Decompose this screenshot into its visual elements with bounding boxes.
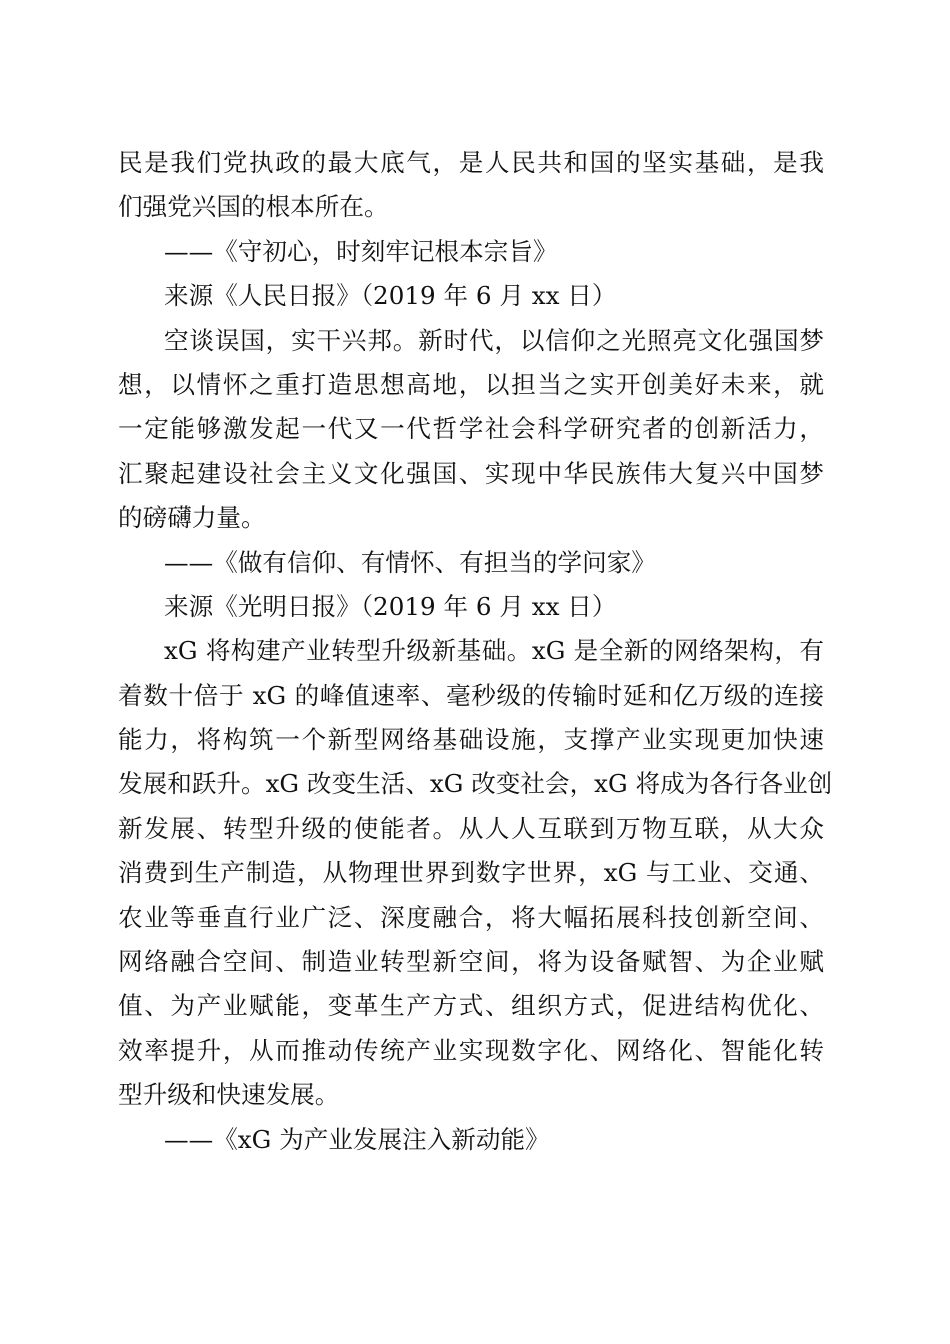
text-line: 能力，将构筑一个新型网络基础设施，支撑产业实现更加快速 [118,725,824,755]
source-line-2: 来源《光明日报》（2019 年 6 月 xx 日） [164,591,617,621]
text-line: 一定能够激发起一代又一代哲学社会科学研究者的创新活力， [118,414,824,444]
text-line: 型升级和快速发展。 [118,1080,340,1110]
text-line: 汇聚起建设社会主义文化强国、实现中华民族伟大复兴中国梦 [118,458,824,488]
document-page [118,141,833,1162]
paragraph-2 [118,319,824,541]
text-line: 发展和跃升。xG 改变生活、xG 改变社会，xG 将成为各行各业创 [118,769,833,799]
paragraph-3 [118,629,833,1117]
text-line: 空谈误国，实干兴邦。新时代，以信仰之光照亮文化强国梦 [164,325,824,355]
text-line: 农业等垂直行业广泛、深度融合，将大幅拓展科技创新空间、 [118,902,824,932]
paragraph-1 [118,141,824,230]
text-line: 网络融合空间、制造业转型新空间，将为设备赋智、为企业赋 [118,947,824,977]
text-line: xG 将构建产业转型升级新基础。xG 是全新的网络架构，有 [164,636,824,666]
text-line: 着数十倍于 xG 的峰值速率、毫秒级的传输时延和亿万级的连接 [118,680,824,710]
text-line: 新发展、转型升级的使能者。从人人互联到万物互联，从大众 [118,813,824,843]
text-line: 的磅礴力量。 [118,503,266,533]
text-line: 们强党兴国的根本所在。 [118,192,389,222]
text-line: 想，以情怀之重打造思想高地，以担当之实开创美好未来，就 [118,369,824,399]
source-line-1: 来源《人民日报》（2019 年 6 月 xx 日） [164,281,617,311]
text-line: 消费到生产制造，从物理世界到数字世界，xG 与工业、交通、 [118,858,824,888]
text-line: 值、为产业赋能，变革生产方式、组织方式，促进结构优化、 [118,991,824,1021]
quote-title-1: ——《守初心，时刻牢记根本宗旨》 [164,236,558,266]
text-line: 效率提升，从而推动传统产业实现数字化、网络化、智能化转 [118,1035,824,1065]
quote-title-3: ——《xG 为产业发展注入新动能》 [164,1124,550,1154]
text-line: 民是我们党执政的最大底气，是人民共和国的坚实基础，是我 [118,148,824,177]
quote-title-2: ——《做有信仰、有情怀、有担当的学问家》 [164,547,656,577]
